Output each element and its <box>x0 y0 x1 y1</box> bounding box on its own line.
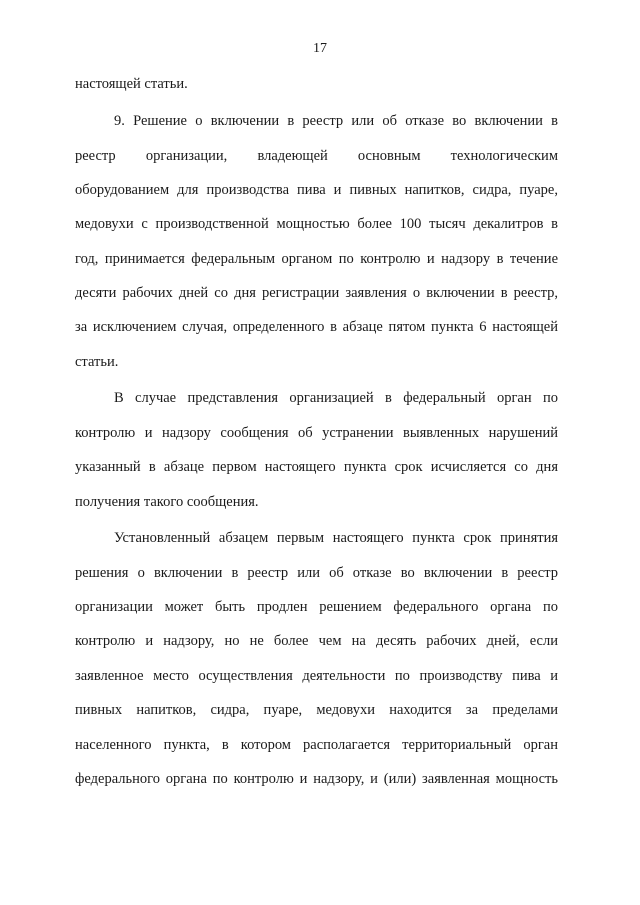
text-line: заявленное место осуществления деятельности по производству пива и <box>75 668 558 684</box>
text-line: указанный в абзаце первом настоящего пункта срок исчисляется со дня <box>75 459 558 475</box>
text-line: организации может быть продлен решением федерального органа по <box>75 599 558 615</box>
text-line: пивных напитков, сидра, пуаре, медовухи находится за пределами <box>75 702 558 718</box>
text-line: за исключением случая, определенного в абзаце пятом пункта 6 настоящей <box>75 319 558 335</box>
text-line: настоящей статьи. <box>75 76 188 92</box>
page-number: 17 <box>313 41 327 56</box>
text-line: контролю и надзору, но не более чем на десять рабочих дней, если <box>75 633 558 649</box>
text-line: населенного пункта, в котором располагается территориальный орган <box>75 737 558 753</box>
text-line: 9. Решение о включении в реестр или об отказе во включении в <box>114 113 558 129</box>
text-line: реестр организации, владеющей основным технологическим <box>75 148 558 164</box>
text-line: получения такого сообщения. <box>75 494 259 510</box>
text-line: Установленный абзацем первым настоящего пункта срок принятия <box>114 530 558 546</box>
text-line: оборудованием для производства пива и пивных напитков, сидра, пуаре, <box>75 182 558 198</box>
text-line: В случае представления организацией в федеральный орган по <box>114 390 558 406</box>
text-line: федерального органа по контролю и надзору, и (или) заявленная мощность <box>75 771 558 787</box>
text-line: десяти рабочих дней со дня регистрации заявления о включении в реестр, <box>75 285 558 301</box>
text-line: решения о включении в реестр или об отказе во включении в реестр <box>75 565 558 581</box>
text-line: год, принимается федеральным органом по контролю и надзору в течение <box>75 251 558 267</box>
text-line: медовухи с производственной мощностью более 100 тысяч декалитров в <box>75 216 558 232</box>
text-line: статьи. <box>75 354 119 370</box>
text-line: контролю и надзору сообщения об устранении выявленных нарушений <box>75 425 558 441</box>
